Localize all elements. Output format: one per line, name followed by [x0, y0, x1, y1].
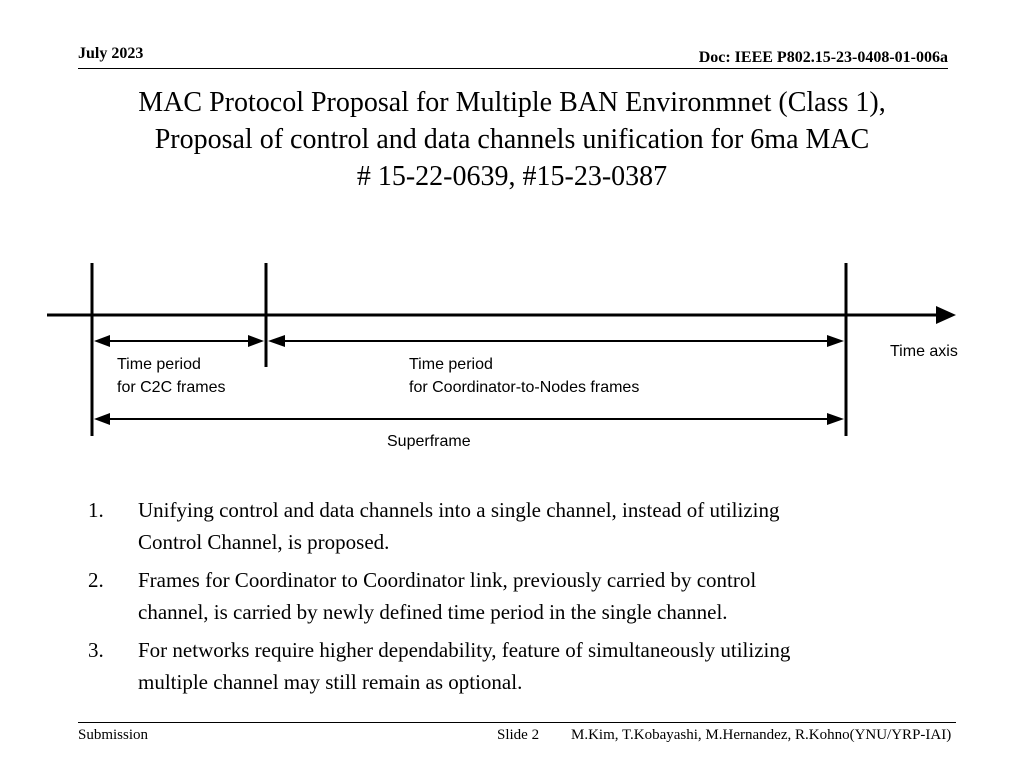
header-date: July 2023 [78, 45, 144, 62]
list-item [88, 494, 958, 558]
title-line-2: Proposal of control and data channels unification for 6ma MAC [154, 124, 870, 155]
time-axis-arrowhead [936, 306, 956, 324]
list-item [88, 564, 958, 628]
c2n-period-label [409, 353, 639, 399]
proposal-points-list [88, 494, 958, 704]
list-item-line-2: multiple channel may still remain as optional. [138, 670, 523, 694]
c2n-period-arrow [268, 335, 844, 347]
list-item-number: 1. [88, 498, 104, 522]
c2c-label-line-2: for C2C frames [117, 379, 226, 396]
c2c-period-label [117, 353, 225, 399]
list-item-line-2: channel, is carried by newly defined time period in the single channel. [138, 600, 728, 624]
list-item-line-1: Unifying control and data channels into a single channel, instead of utilizing [138, 498, 780, 522]
list-item-line-2: Control Channel, is proposed. [138, 530, 390, 554]
footer-authors: M.Kim, T.Kobayashi, M.Hernandez, R.Kohno(YNU/YRP-IAI) [571, 727, 952, 743]
list-item-number: 2. [88, 568, 104, 592]
superframe-label: Superframe [387, 433, 471, 450]
title-line-1: MAC Protocol Proposal for Multiple BAN Environmnet (Class 1), [138, 87, 886, 118]
c2n-label-line-1: Time period [409, 356, 493, 373]
list-item [88, 634, 958, 698]
list-item-number: 3. [88, 638, 104, 662]
c2n-label-line-2: for Coordinator-to-Nodes frames [409, 379, 640, 396]
c2c-period-arrow [94, 335, 264, 347]
list-item-line-1: Frames for Coordinator to Coordinator link, previously carried by control [138, 568, 757, 592]
time-axis-label: Time axis [890, 343, 958, 360]
footer-divider [78, 722, 956, 723]
footer-slide-number: Slide 2 [497, 727, 540, 743]
list-item-line-1: For networks require higher dependability, feature of simultaneously utilizing [138, 638, 791, 662]
header-doc-id: Doc: IEEE P802.15-23-0408-01-006a [698, 49, 948, 66]
footer-submission: Submission [78, 727, 149, 743]
superframe-arrow [94, 413, 844, 425]
c2c-label-line-1: Time period [117, 356, 201, 373]
title-line-3: # 15-22-0639, #15-23-0387 [356, 161, 668, 192]
